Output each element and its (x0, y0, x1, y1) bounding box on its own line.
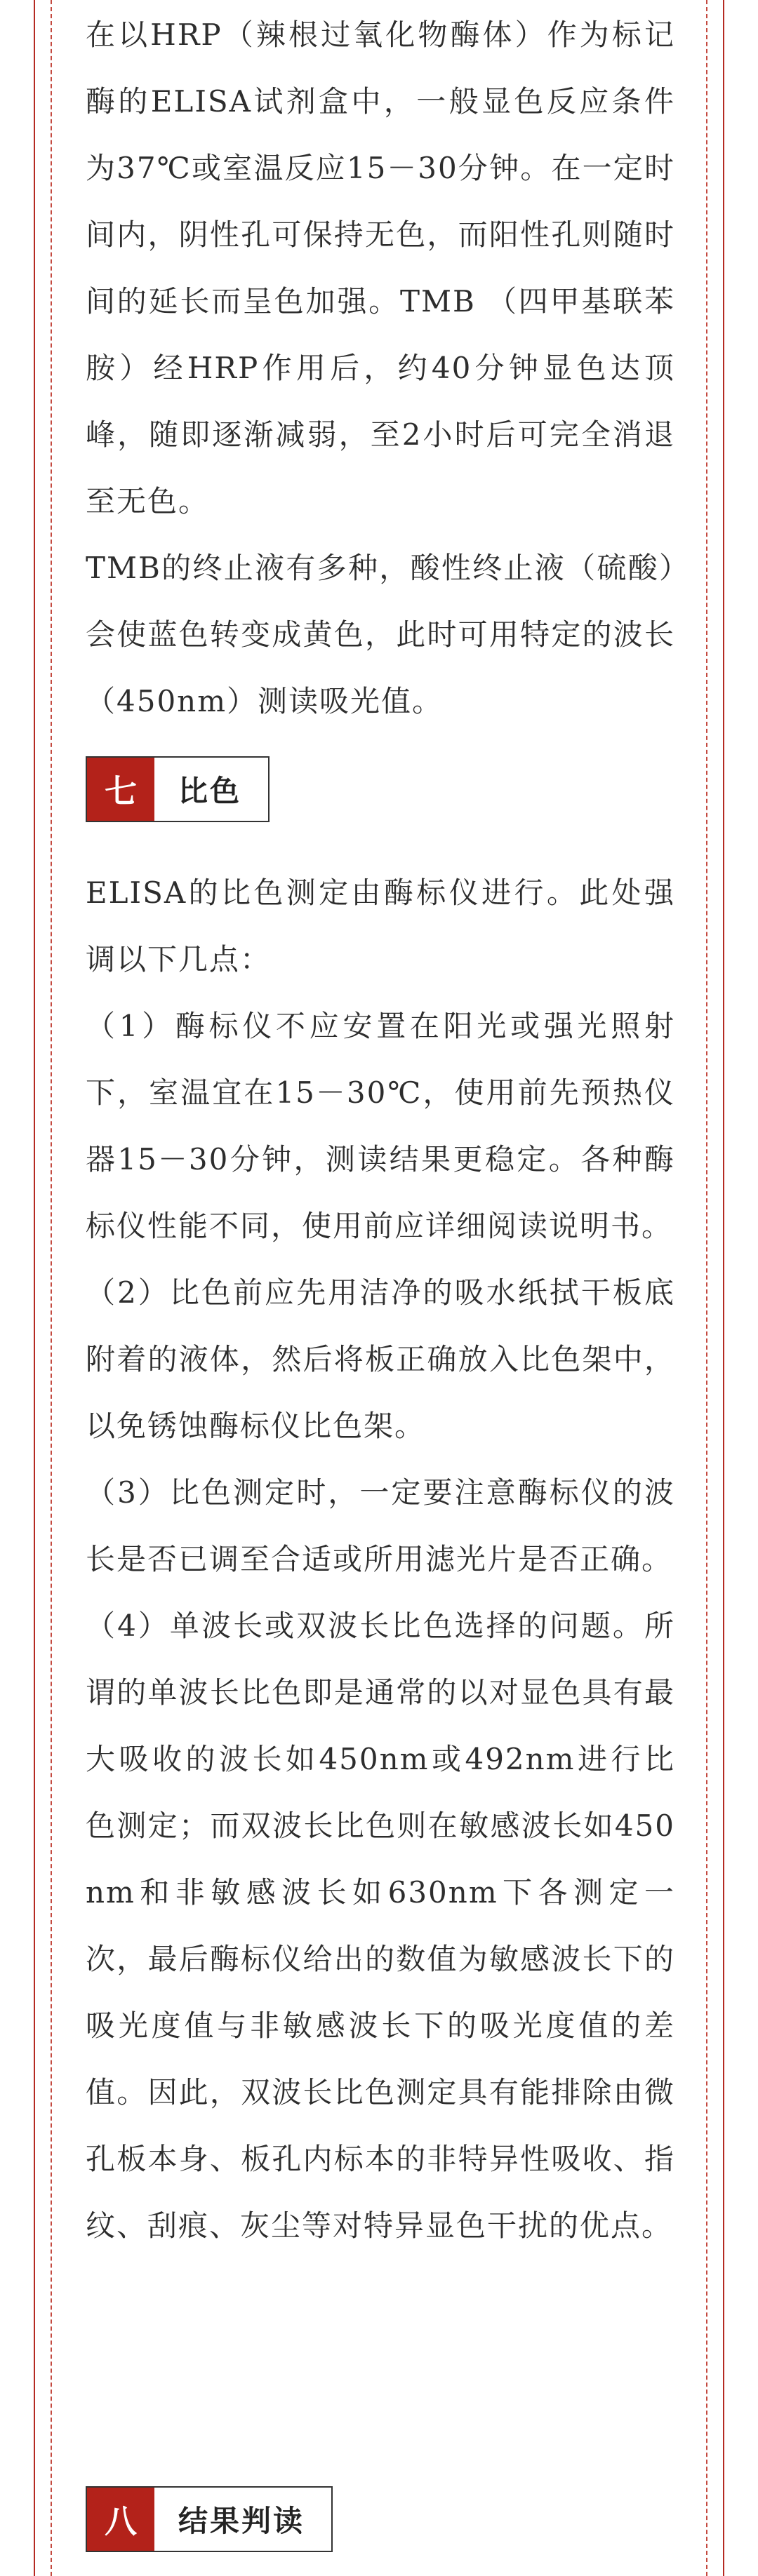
paragraph-point-1: （1）酶标仪不应安置在阳光或强光照射下，室温宜在15－30℃，使用前先预热仪器15－30分钟，测读结果更稳定。各种酶标仪性能不同，使用前应详细阅读说明书。 (86, 1009, 675, 1243)
paragraph-point-3: （3）比色测定时，一定要注意酶标仪的波长是否已调至合适或所用滤光片是否正确。 (86, 1475, 675, 1576)
section7-body (86, 859, 675, 2259)
paragraph-point-2: （2）比色前应先用洁净的吸水纸拭干板底附着的液体，然后将板正确放入比色架中，以免锈蚀酶标仪比色架。 (86, 1275, 675, 1443)
section-number: 七 (87, 758, 154, 821)
section-heading-colorimetry (86, 756, 270, 822)
left-dashed-border (51, 0, 52, 2576)
section-heading-results (86, 2486, 333, 2552)
left-border-line (34, 0, 35, 2576)
right-border-line (723, 0, 724, 2576)
section-title: 比色 (178, 774, 242, 808)
right-dashed-border (706, 0, 707, 2576)
section-title: 结果判读 (178, 2504, 305, 2538)
paragraph-hrp-reaction: 在以HRP（辣根过氧化物酶体）作为标记酶的ELISA试剂盒中，一般显色反应条件为37℃或室温反应15－30分钟。在一定时间内，阴性孔可保持无色，而阳性孔则随时间的延长而呈色加强。TMB （四甲基联苯胺）经HRP作用后，约40分钟显色达顶峰，随即逐渐减弱，至2小时后可完全消退至无色。 (86, 18, 675, 518)
paragraph-point-4: （4）单波长或双波长比色选择的问题。所谓的单波长比色即是通常的以对显色具有最大吸收的波长如450nm或492nm进行比色测定；而双波长比色则在敏感波长如450nm和非敏感波长如630nm下各测定一次，最后酶标仪给出的数值为敏感波长下的吸光度值与非敏感波长下的吸光度值的差值。因此，双波长比色测定具有能排除由微孔板本身、板孔内标本的非特异性吸收、指纹、刮痕、灰尘等对特异显色干扰的优点。 (86, 1609, 675, 2243)
paragraph-tmb-stop: TMB的终止液有多种，酸性终止液（硫酸）会使蓝色转变成黄色，此时可用特定的波长（450nm）测读吸光值。 (86, 551, 675, 718)
paragraph-intro: ELISA的比色测定由酶标仪进行。此处强调以下几点： (86, 876, 675, 977)
section-number: 八 (87, 2488, 154, 2551)
intro-text-block (86, 1, 675, 734)
